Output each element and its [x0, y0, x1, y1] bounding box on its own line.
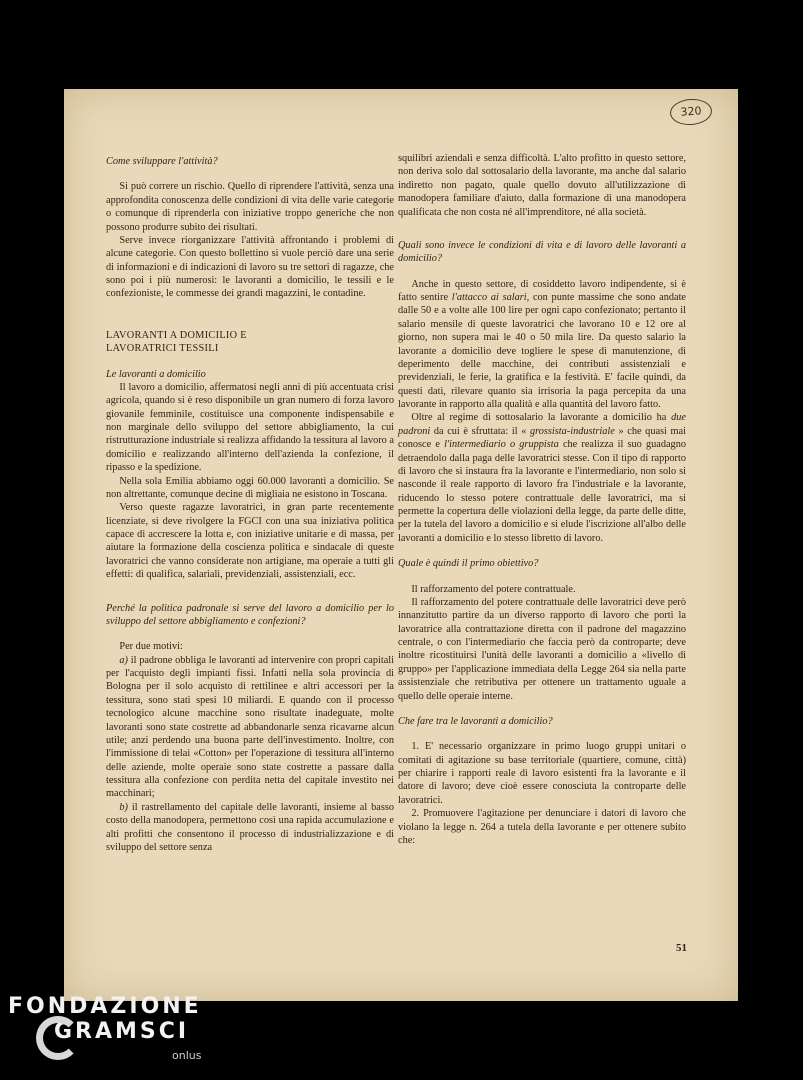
- gramsci-g-icon: [36, 1016, 80, 1060]
- paragraph: [398, 278, 686, 412]
- left-column: [106, 155, 394, 854]
- right-column: [398, 152, 686, 847]
- emphasis: due padroni: [398, 412, 686, 437]
- paragraph: Per due motivi:: [119, 641, 183, 653]
- heading-come-sviluppare: Come sviluppare l'attività?: [106, 156, 218, 167]
- text: che realizza il suo guadagno detraendolo dalla paga delle lavoratrici stesse. Con il tipo di rapporto di lavoro che si instaura fra la lavorante e l'intermediario, non solo si nasconde il reale rapporto di lavoro fra l'industriale e la lavorante, riducendo lo stesso potere contrattuale delle lavoratrici, ma si permette la copertura delle violazioni della legge, da parte delle ditte, per la tutela del lavoro a domicilio e si elude l'iscrizione all'albo delle lavoranti a domicilio e lo stesso libretto di lavoro.: [398, 439, 686, 544]
- emphasis: grossista-industriale: [529, 425, 615, 437]
- watermark-suffix: onlus: [172, 1049, 202, 1062]
- paragraph: 1. E' necessario organizzare in primo luogo gruppi unitari o comitati di agitazione su base territoriale (quartiere, comune, città) per chiarire i rapporti reale di lavoro esistenti fra la lavorante e il datore di lavoro; deve cioè essere conosciuta la controparte delle lavoratrici.: [398, 741, 686, 806]
- section-title-line1: LAVORANTI A DOMICILIO E: [106, 329, 247, 341]
- paragraph: Serve invece riorganizzare l'attività affrontando i problemi di alcune categorie. Con questo bollettino si vuole perciò dare una serie di informazioni e di indicazioni di lavoro su tre settori di ragazze, che sono poi i più numerosi: le lavoranti a domicilio, le tessili e le confezioniste, le commesse dei grandi magazzini, le contadine.: [106, 234, 394, 300]
- paragraph: [398, 411, 686, 545]
- section-title-line2: LAVORATRICI TESSILI: [106, 343, 219, 355]
- list-label-a: a): [119, 654, 128, 666]
- heading-politica-padronale: Perché la politica padronale si serve del lavoro a domicilio per lo sviluppo del settore abbigliamento e confezioni?: [106, 602, 394, 627]
- watermark-line1: FONDAZIONE: [8, 994, 202, 1019]
- list-label-b: b): [119, 801, 128, 813]
- text: Anche in questo settore, di cosiddetto lavoro indipendente, si è fatto sentire: [398, 278, 686, 303]
- paragraph: Si può correre un rischio. Quello di riprendere l'attività, senza una approfondita conoscenza delle condizioni di vita delle varie categorie o comunque di riprenderla con iniziative troppo generiche che non possono produrre subito dei risultati.: [106, 181, 394, 233]
- text: da cui è sfruttata: il «: [430, 425, 530, 437]
- text: » che quasi mai conosce e: [398, 425, 686, 451]
- watermark-line2: GRAMSCI: [54, 1019, 190, 1044]
- paragraph: Il lavoro a domicilio, affermatosi negli anni di più accentuata crisi agricola, quando si è reso disponibile un gran numero di forza lavoro giovanile femminile, costituisce una componente indispensabile e non marginale dello sviluppo del settore abbigliamento, la cui ristrutturazione industriale si realizza affidando la tessitura al lavoro a domicilio e realizzando all'interno dell'azienda la confezione, il ripasso e la spedizione.: [106, 381, 394, 474]
- archive-stamp: 320: [669, 98, 713, 127]
- emphasis: l'intermediario o gruppista: [444, 439, 559, 451]
- document-page: [64, 89, 738, 1001]
- paragraph: 2. Promuovere l'agitazione per denunciare i datori di lavoro che violano la legge n. 264 a tutela della lavorante e per ottenere subito che:: [398, 808, 686, 846]
- paragraph: Verso queste ragazze lavoratrici, in gran parte recentemente licenziate, si deve rivolgere la FGCI con una sua iniziativa politica capace di accrescere la lotta e, con iniziative unitarie e di massa, per aiutare la formazione della coscienza politica e sindacale di queste lavoratrici che vanno considerate non artigiane, ma operaie a tutti gli effetti: di qualifica, salariali, previdenziali, assistenziali, ecc.: [106, 502, 394, 581]
- page-number: 51: [676, 942, 687, 954]
- heading-condizioni-vita: Quali sono invece le condizioni di vita e di lavoro delle lavoranti a domicilio?: [398, 239, 686, 265]
- paragraph: squilibri aziendali e senza difficoltà. L'alto profitto in questo settore, non deriva solo dal sottosalario della lavorante, ma anche dal salario indiretto non pagato, quale quello dovuto all'utilizzazione di manodopera familiare d'aiuto, dalla formazione di una manodopera qualificata che non costa né all'imprenditore, né alla società.: [398, 153, 686, 218]
- heading-che-fare: Che fare tra le lavoranti a domicilio?: [398, 715, 553, 727]
- text: con punte massime che sono andate dalle 50 e a volte alle 100 lire per ogni capo confezionato; pertanto il salario mensile di queste lavoratrici che lavorano 10 e 12 ore al giorno, non supera mai le 40 o 50 mila lire. Da questo salario la lavorante a domicilio deve togliere le spese di manutenzione, di deperimento delle macchine, dei contributi assistenziali e previdenziali, le ferie, la gratifica e la festività. E' facile quindi, da questi dati, rilevare quanto sia irrisoria la paga percepita da una lavorante in rapporto alla qualità e alla quantità del lavoro fatto.: [398, 292, 686, 410]
- paragraph: Nella sola Emilia abbiamo oggi 60.000 lavoranti a domicilio. Se non altrettante, comunque decine di migliaia ne esistono in Toscana.: [106, 475, 394, 500]
- paragraph: Il rafforzamento del potere contrattuale delle lavoratrici deve però innanzitutto partire da un diverso rapporto di lavoro che porti la lavoratrice alla contrattazione diretta con il padrone del magazzino centrale, o con l'intermediario che faccia però da controparte; deve inoltre ricostituirsi l'unità delle lavoranti a domicilio a «livello di gruppo» per l'applicazione immediata della Legge 264 sia nella parte assistenziale che retributiva per ottenere un trattamento uguale a quello delle operaie interne.: [398, 596, 686, 702]
- paragraph: [106, 654, 394, 801]
- paragraph: [106, 801, 394, 855]
- paragraph-text: il padrone obbliga le lavoranti ad intervenire con propri capitali per l'acquisto degli impianti fissi. Infatti nella sola provincia di Bologna per il solo acquisto di rettilinee e altri accessori per la tessitura, sono stati spesi 10 miliardi. E quando con il processo tecnologico alcune macchine sono risultate inadeguate, molte lavoranti sono state costrette ad abbandonarle senza ricavarne alcun utile; anzi perdendo una buona parte dell'investimento. Inoltre, con l'immissione di telai «Cotton» per l'operazione di tessitura all'interno delle aziende, molte operaie sono state costrette a passare dalla tessitura alla confezione con perdita netta del capitale investito nei macchinari;: [106, 654, 394, 800]
- emphasis: l'attacco ai salari,: [451, 292, 530, 303]
- text: Oltre al regime di sottosalario la lavorante a domicilio ha: [411, 412, 672, 424]
- paragraph-text: il rastrellamento del capitale delle lavoranti, insieme al basso costo della manodopera, permettono così una rapida accumulazione e alti profitti che consentono il processo di industrializzazione e di sviluppo del settore senza: [106, 801, 394, 853]
- heading-lavoranti-domicilio: Le lavoranti a domicilio: [106, 368, 206, 380]
- heading-primo-obiettivo: Quale è quindi il primo obiettivo?: [398, 558, 539, 570]
- watermark-logo: [8, 994, 202, 1062]
- paragraph: Il rafforzamento del potere contrattuale.: [411, 583, 576, 595]
